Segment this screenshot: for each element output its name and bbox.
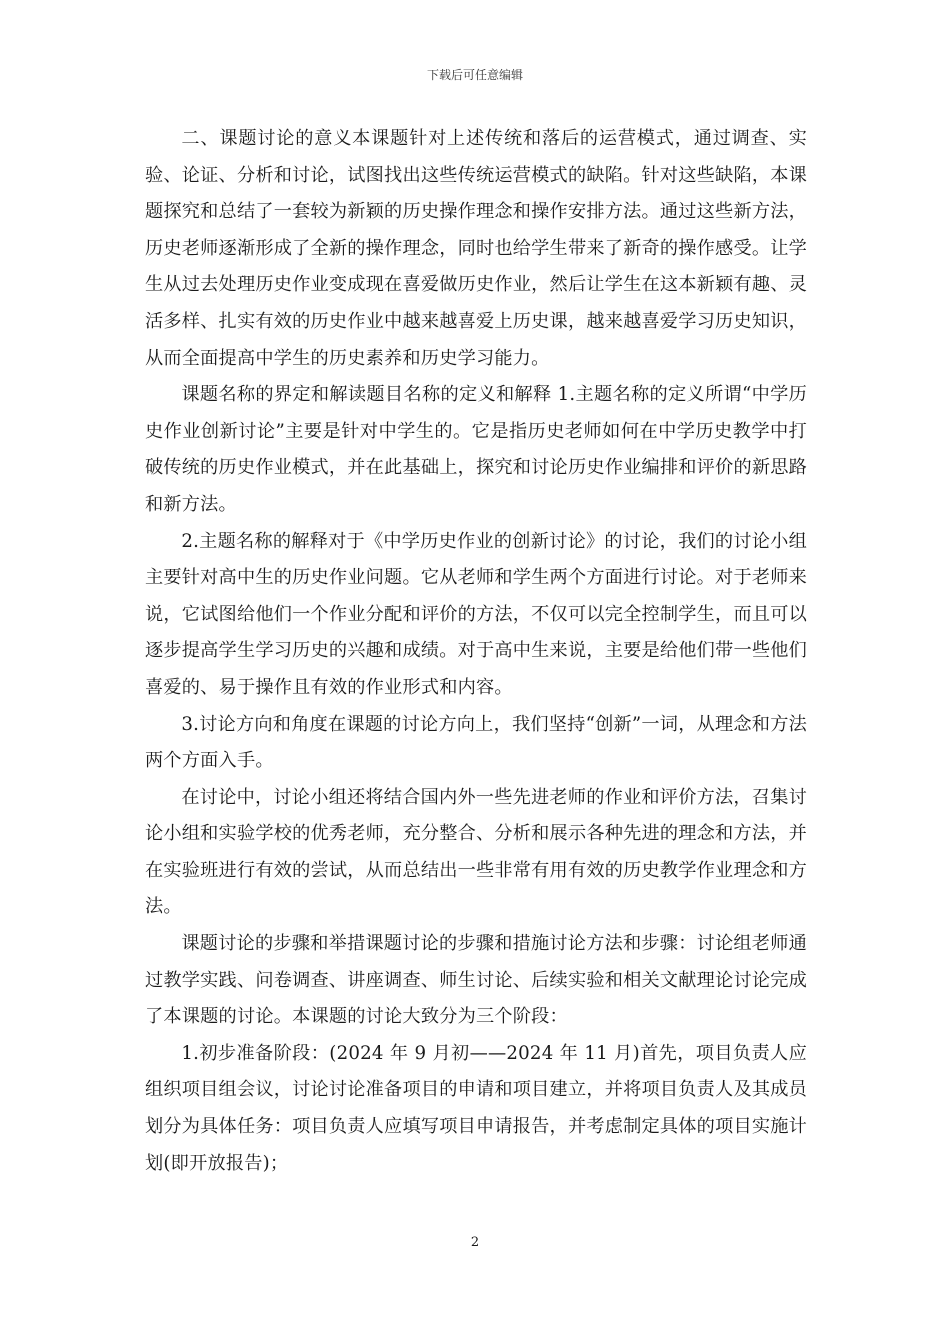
document-body (145, 121, 807, 1182)
paragraph-stage-one: 1.初步准备阶段：(2024 年 9 月初——2024 年 11 月)首先，项目负责人应组织项目组会议，讨论讨论准备项目的申请和项目建立，并将项目负责人及其成员划分为具体任务：项目负责人应填写项目申请报告，并考虑制定具体的项目实施计划(即开放报告)； (145, 1042, 807, 1174)
page-number: 2 (470, 1235, 480, 1250)
page-header: 下载后可任意编辑 (426, 68, 523, 82)
paragraph-direction: 3.讨论方向和角度在课题的讨论方向上，我们坚持“创新”一词，从理念和方法两个方面入手。 (145, 713, 807, 772)
paragraph-methods: 在讨论中，讨论小组还将结合国内外一些先进老师的作业和评价方法，召集讨论小组和实验学校的优秀老师，充分整合、分析和展示各种先进的理念和方法，并在实验班进行有效的尝试，从而总结出一些非常有用有效的历史教学作业理念和方法。 (145, 786, 807, 918)
paragraph-definition: 课题名称的界定和解读题目名称的定义和解释 1.主题名称的定义所谓“中学历史作业创新讨论”主要是针对中学生的。它是指历史老师如何在中学历史教学中打破传统的历史作业模式，并在此基础上，探究和讨论历史作业编排和评价的新思路和新方法。 (145, 384, 807, 515)
paragraph-steps: 课题讨论的步骤和举措课题讨论的步骤和措施讨论方法和步骤：讨论组老师通过教学实践、问卷调查、讲座调查、师生讨论、后续实验和相关文献理论讨论完成了本课题的讨论。本课题的讨论大致分为三个阶段： (145, 933, 807, 1028)
paragraph-significance: 二、课题讨论的意义本课题针对上述传统和落后的运营模式，通过调查、实验、论证、分析和讨论，试图找出这些传统运营模式的缺陷。针对这些缺陷，本课题探究和总结了一套较为新颖的历史操作理念和操作安排方法。通过这些新方法，历史老师逐渐形成了全新的操作理念，同时也给学生带来了新奇的操作感受。让学生从过去处理历史作业变成现在喜爱做历史作业，然后让学生在这本新颖有趣、灵活多样、扎实有效的历史作业中越来越喜爱上历史课，越来越喜爱学习历史知识，从而全面提高中学生的历史素养和历史学习能力。 (145, 128, 807, 369)
paragraph-explanation: 2.主题名称的解释对于《中学历史作业的创新讨论》的讨论，我们的讨论小组主要针对高中生的历史作业问题。它从老师和学生两个方面进行讨论。对于老师来说，它试图给他们一个作业分配和评价的方法，不仅可以完全控制学生，而且可以逐步提高学生学习历史的兴趣和成绩。对于高中生来说，主要是给他们带一些他们喜爱的、易于操作且有效的作业形式和内容。 (145, 530, 807, 698)
